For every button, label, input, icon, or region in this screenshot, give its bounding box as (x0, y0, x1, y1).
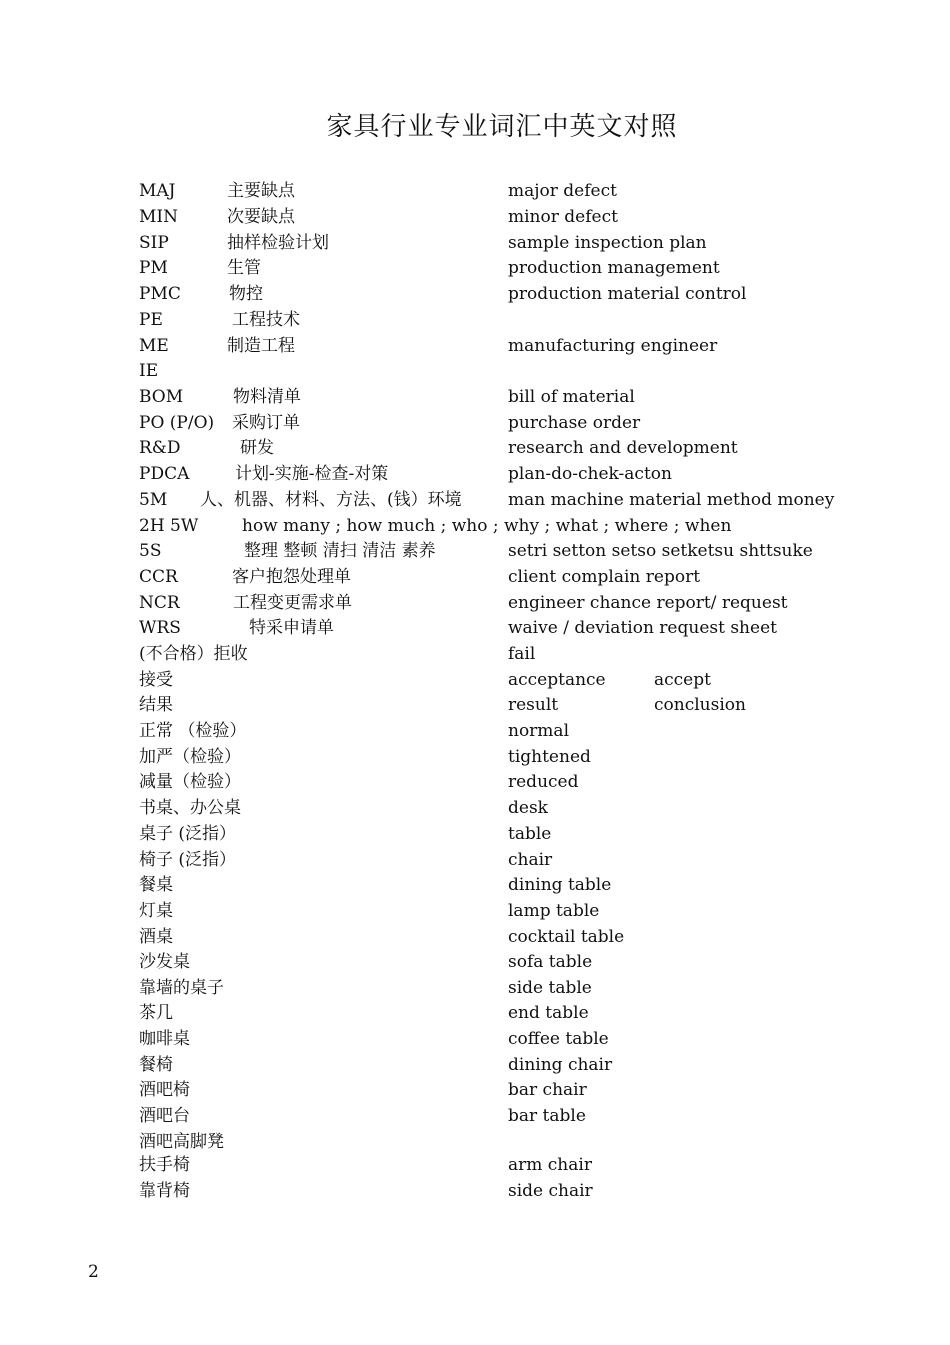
term-english: engineer chance report/ request (508, 593, 788, 613)
term-abbr: IE (139, 361, 159, 381)
term-abbr: 5M (139, 490, 168, 510)
term-abbr: 茶几 (139, 1003, 173, 1023)
glossary-row (0, 231, 950, 256)
term-abbr: 酒吧台 (139, 1106, 190, 1126)
page-number: 2 (88, 1262, 99, 1282)
term-english: fail (508, 644, 536, 664)
term-english: bar table (508, 1106, 586, 1126)
term-english: waive / deviation request sheet (508, 618, 777, 638)
term-english-alt: accept (654, 670, 711, 690)
term-chinese: 整理 整顿 清扫 清洁 素养 (244, 541, 436, 561)
glossary-row (0, 848, 950, 873)
term-english: sofa table (508, 952, 593, 972)
term-english-alt: conclusion (654, 695, 746, 715)
term-chinese: 物料清单 (233, 387, 301, 407)
glossary-row (0, 411, 950, 436)
term-english: end table (508, 1003, 589, 1023)
term-english: dining table (508, 875, 612, 895)
term-abbr: 加严（检验） (139, 747, 241, 767)
glossary-row (0, 719, 950, 744)
term-abbr: MIN (139, 207, 178, 227)
term-abbr: 餐桌 (139, 875, 173, 895)
term-abbr: PM (139, 258, 168, 278)
term-abbr: BOM (139, 387, 184, 407)
glossary-row (0, 873, 950, 898)
term-english: bill of material (508, 387, 635, 407)
term-abbr: 酒桌 (139, 927, 173, 947)
term-abbr: 餐椅 (139, 1055, 173, 1075)
term-abbr: ME (139, 336, 169, 356)
term-abbr: 酒吧高脚凳 (139, 1132, 224, 1152)
term-abbr: 正常 （检验） (139, 721, 247, 741)
term-abbr: R&D (139, 438, 181, 458)
term-chinese: 采购订单 (232, 413, 300, 433)
glossary-row (0, 462, 950, 487)
term-english: minor defect (508, 207, 618, 227)
term-chinese: 物控 (229, 284, 263, 304)
term-chinese: 制造工程 (227, 336, 295, 356)
glossary-row (0, 976, 950, 1001)
term-abbr: (不合格）拒收 (139, 644, 248, 664)
term-chinese: how many ; how much ; who ; why ; what ; where ; when (242, 516, 732, 536)
glossary-row (0, 642, 950, 667)
term-abbr: 接受 (139, 670, 173, 690)
glossary-row (0, 565, 950, 590)
term-abbr: 减量（检验） (139, 772, 241, 792)
term-english: table (508, 824, 552, 844)
glossary-row (0, 693, 950, 718)
term-chinese: 人、机器、材料、方法、(钱）环境 (200, 490, 462, 510)
term-chinese: 客户抱怨处理单 (232, 567, 351, 587)
glossary-row (0, 282, 950, 307)
term-abbr: 椅子 (泛指） (139, 850, 237, 870)
glossary-row (0, 1179, 950, 1204)
term-abbr: MAJ (139, 181, 176, 201)
term-abbr: 沙发桌 (139, 952, 190, 972)
glossary-row (0, 1001, 950, 1026)
term-abbr: NCR (139, 593, 180, 613)
term-english: manufacturing engineer (508, 336, 718, 356)
term-abbr: 咖啡桌 (139, 1029, 190, 1049)
term-english: side table (508, 978, 592, 998)
glossary-row (0, 745, 950, 770)
glossary-row (0, 205, 950, 230)
term-chinese: 工程技术 (232, 310, 300, 330)
term-abbr: PO (P/O) (139, 413, 215, 433)
term-english: man machine material method money (508, 490, 835, 510)
glossary-row (0, 950, 950, 975)
term-english: normal (508, 721, 570, 741)
term-english: research and development (508, 438, 738, 458)
term-english: production material control (508, 284, 747, 304)
glossary-row (0, 436, 950, 461)
term-english: client complain report (508, 567, 701, 587)
term-abbr: 灯桌 (139, 901, 173, 921)
term-chinese: 生管 (227, 258, 261, 278)
glossary-row (0, 359, 950, 384)
glossary-row (0, 488, 950, 513)
term-abbr: WRS (139, 618, 181, 638)
term-english: major defect (508, 181, 617, 201)
term-english: production management (508, 258, 720, 278)
glossary-row (0, 179, 950, 204)
glossary-row (0, 1053, 950, 1078)
term-abbr: PE (139, 310, 163, 330)
glossary-row (0, 1078, 950, 1103)
term-chinese: 主要缺点 (227, 181, 295, 201)
term-abbr: 书桌、办公桌 (139, 798, 241, 818)
term-abbr: 桌子 (泛指） (139, 824, 237, 844)
term-english: sample inspection plan (508, 233, 707, 253)
glossary-row (0, 514, 950, 539)
term-abbr: 靠墙的桌子 (139, 978, 224, 998)
term-english: result (508, 695, 559, 715)
term-english: coffee table (508, 1029, 609, 1049)
term-english: purchase order (508, 413, 641, 433)
term-english: side chair (508, 1181, 593, 1201)
glossary-row (0, 1104, 950, 1129)
glossary-row (0, 822, 950, 847)
glossary-row (0, 899, 950, 924)
term-abbr: PMC (139, 284, 181, 304)
page-title: 家具行业专业词汇中英文对照 (326, 112, 678, 142)
glossary-row (0, 770, 950, 795)
term-english: arm chair (508, 1155, 592, 1175)
term-abbr: 2H 5W (139, 516, 199, 536)
term-english: cocktail table (508, 927, 625, 947)
term-abbr: 扶手椅 (139, 1155, 190, 1175)
glossary-row (0, 925, 950, 950)
glossary-row (0, 1027, 950, 1052)
term-english: dining chair (508, 1055, 613, 1075)
term-chinese: 计划-实施-检查-对策 (235, 464, 389, 484)
term-abbr: PDCA (139, 464, 190, 484)
term-chinese: 抽样检验计划 (227, 233, 329, 253)
term-english: plan-do-chek-acton (508, 464, 672, 484)
term-english: chair (508, 850, 553, 870)
glossary-row (0, 796, 950, 821)
term-english: lamp table (508, 901, 600, 921)
term-english: reduced (508, 772, 579, 792)
glossary-row (0, 308, 950, 333)
term-abbr: 靠背椅 (139, 1181, 190, 1201)
glossary-row (0, 1130, 950, 1155)
term-english: acceptance (508, 670, 606, 690)
glossary-row (0, 591, 950, 616)
term-chinese: 特采申请单 (249, 618, 334, 638)
term-abbr: CCR (139, 567, 178, 587)
term-english: setri setton setso setketsu shttsuke (508, 541, 813, 561)
term-chinese: 工程变更需求单 (233, 593, 352, 613)
term-chinese: 次要缺点 (227, 207, 295, 227)
term-chinese: 研发 (240, 438, 274, 458)
term-abbr: 结果 (139, 695, 173, 715)
term-english: tightened (508, 747, 591, 767)
term-abbr: 5S (139, 541, 162, 561)
term-english: bar chair (508, 1080, 587, 1100)
glossary-row (0, 256, 950, 281)
glossary-row (0, 668, 950, 693)
term-abbr: 酒吧椅 (139, 1080, 190, 1100)
glossary-row (0, 539, 950, 564)
glossary-row (0, 334, 950, 359)
glossary-row (0, 385, 950, 410)
glossary-row (0, 1153, 950, 1178)
term-abbr: SIP (139, 233, 169, 253)
glossary-row (0, 616, 950, 641)
term-english: desk (508, 798, 548, 818)
